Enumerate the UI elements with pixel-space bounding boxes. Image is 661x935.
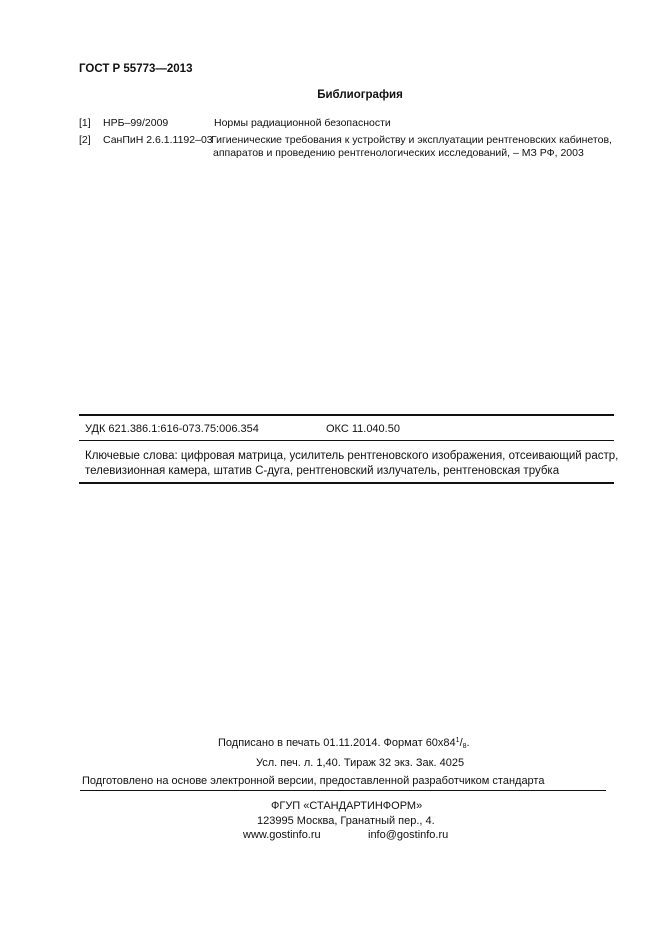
keywords-line: телевизионная камера, штатив С-дуга, рентгеновский излучатель, рентгеновская трубка	[85, 465, 560, 477]
oks-code: ОКС 11.040.50	[326, 423, 400, 435]
standard-number: ГОСТ Р 55773—2013	[79, 63, 193, 75]
entry-text: Нормы радиационной безопасности	[214, 117, 391, 129]
entry-code: НРБ–99/2009	[103, 117, 169, 129]
prepared-note: Подготовлено на основе электронной версии, предоставленной разработчиком стандарта	[82, 775, 545, 787]
publisher-address: 123995 Москва, Гранатный пер., 4.	[257, 815, 435, 827]
publisher-website[interactable]: www.gostinfo.ru	[243, 829, 321, 841]
keywords-line: Ключевые слова: цифровая матрица, усилитель рентгеновского изображения, отсеивающий растр,	[85, 450, 619, 462]
bibliography-title: Библиография	[317, 89, 403, 101]
top-divider	[79, 414, 614, 416]
udk-code: УДК 621.386.1:616-073.75:006.354	[85, 423, 259, 435]
signed-for-print: Подписано в печать 01.11.2014. Формат $60x84^1/_8$.	[218, 737, 470, 750]
entry-number: [1]	[79, 117, 91, 129]
entry-code: СанПиН 2.6.1.1192–03	[103, 134, 213, 146]
bottom-divider	[79, 482, 614, 484]
entry-text: аппаратов и проведению рентгенологических исследований, – МЗ РФ, 2003	[213, 147, 584, 159]
publisher-email[interactable]: info@gostinfo.ru	[368, 829, 449, 841]
entry-number: [2]	[79, 134, 91, 146]
print-info: Усл. печ. л. 1,40. Тираж 32 экз. Зак. 4025	[256, 757, 465, 769]
entry-text: Гигиенические требования к устройству и эксплуатации рентгеновских кабинетов,	[211, 134, 612, 146]
middle-divider	[79, 440, 614, 441]
publisher-name: ФГУП «СТАНДАРТИНФОРМ»	[271, 800, 423, 812]
imprint-divider	[80, 790, 606, 791]
